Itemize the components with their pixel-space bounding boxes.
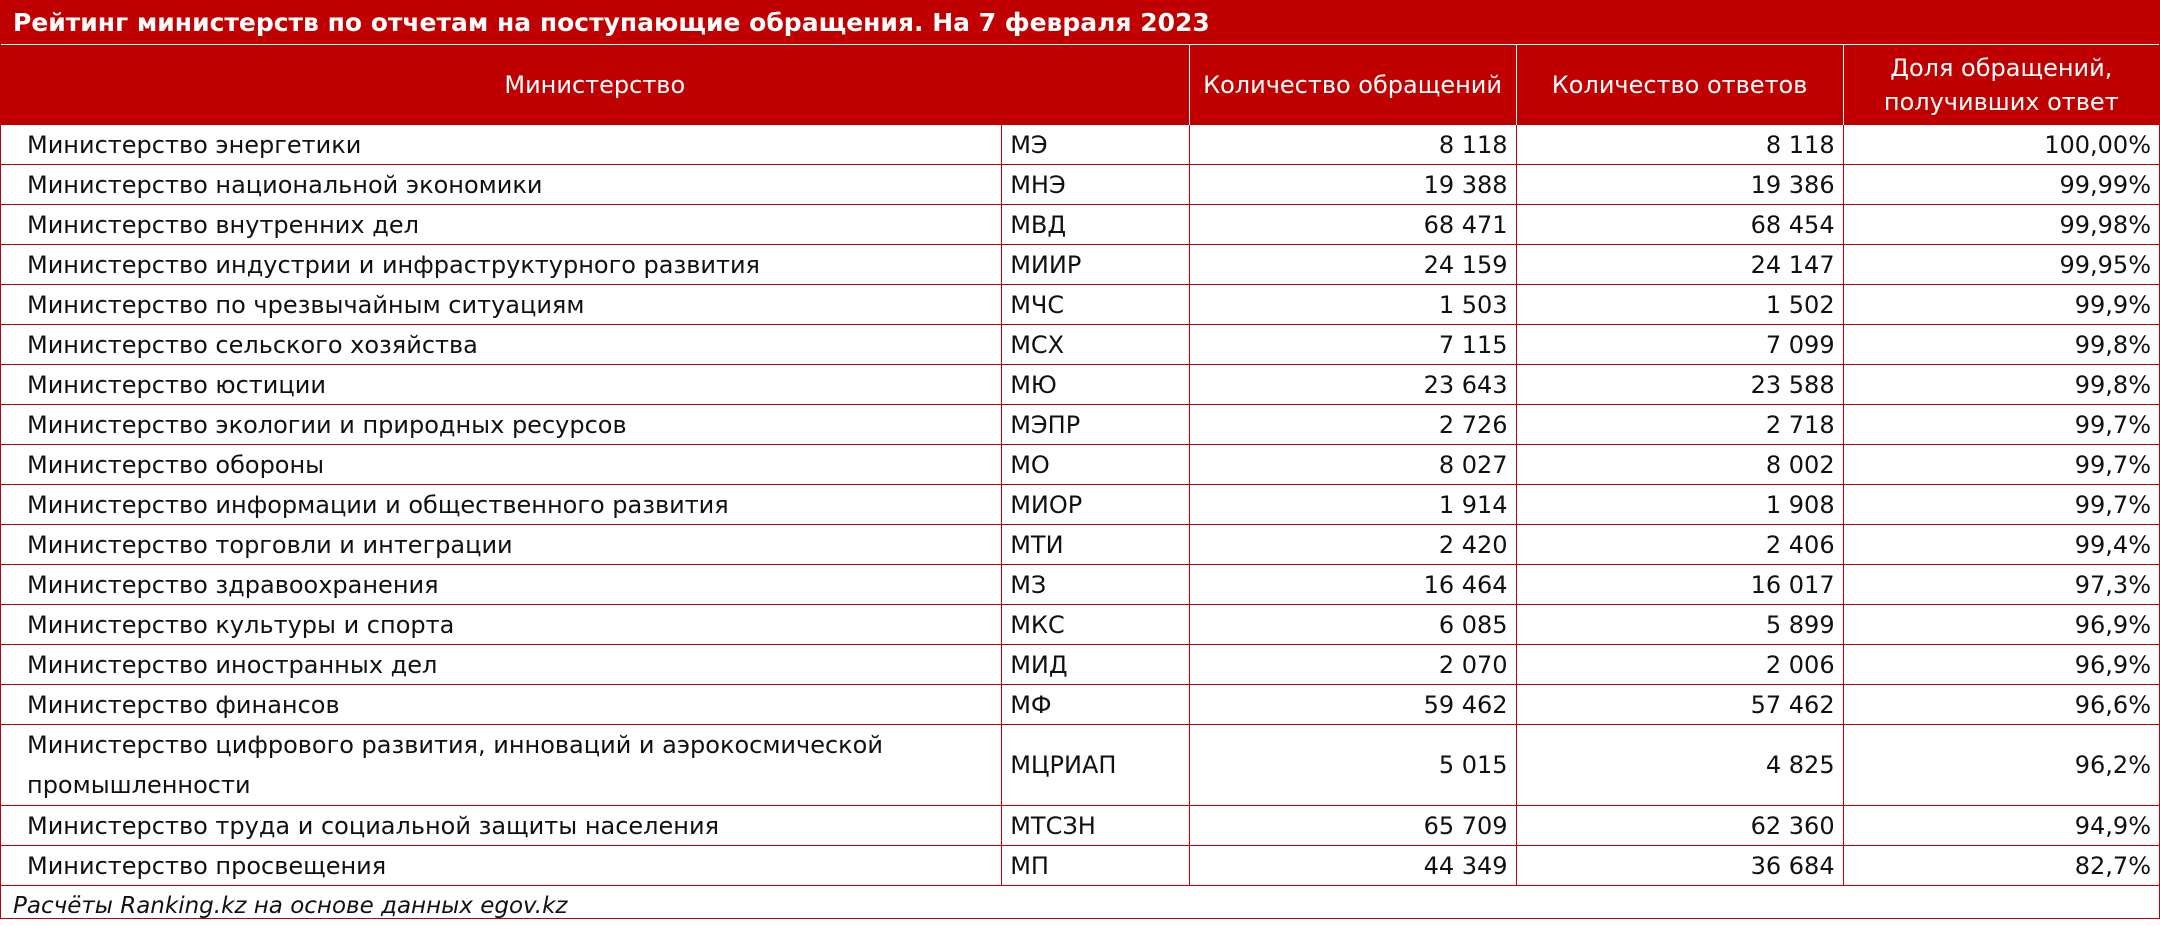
ministry-abbr-cell: МЮ [1002,365,1189,405]
requests-count-cell: 8 027 [1189,445,1516,485]
table-row [1,245,2159,285]
requests-count-cell: 8 118 [1189,125,1516,165]
answer-share-cell: 96,9% [1843,605,2159,645]
header-answers: Количество ответов [1516,45,1843,125]
ministry-name-cell: Министерство информации и общественного развития [1,485,1002,525]
table-row [1,405,2159,445]
answer-share-cell: 99,4% [1843,525,2159,565]
ministry-abbr-cell: МО [1002,445,1189,485]
answer-share-cell: 99,99% [1843,165,2159,205]
answers-count-cell: 7 099 [1516,325,1843,365]
ministry-name-cell: Министерство энергетики [1,125,1002,165]
answers-count-cell: 2 406 [1516,525,1843,565]
requests-count-cell: 2 726 [1189,405,1516,445]
requests-count-cell: 24 159 [1189,245,1516,285]
table-row [1,285,2159,325]
requests-count-cell: 5 015 [1189,725,1516,806]
header-requests: Количество обращений [1189,45,1516,125]
answers-count-cell: 68 454 [1516,205,1843,245]
ministry-name-cell: Министерство здравоохранения [1,565,1002,605]
ministry-name-cell: Министерство юстиции [1,365,1002,405]
answers-count-cell: 24 147 [1516,245,1843,285]
answer-share-cell: 96,6% [1843,685,2159,725]
ministry-abbr-cell: МВД [1002,205,1189,245]
requests-count-cell: 2 070 [1189,645,1516,685]
answer-share-cell: 82,7% [1843,846,2159,886]
ministry-name-cell: Министерство цифрового развития, инноваций и аэрокосмической промышленности [1,725,1002,806]
table-row [1,565,2159,605]
ministry-abbr-cell: МФ [1002,685,1189,725]
ministry-name-cell: Министерство сельского хозяйства [1,325,1002,365]
requests-count-cell: 59 462 [1189,685,1516,725]
answers-count-cell: 2 006 [1516,645,1843,685]
ministry-abbr-cell: МТСЗН [1002,806,1189,846]
ministry-name-cell: Министерство по чрезвычайным ситуациям [1,285,1002,325]
requests-count-cell: 19 388 [1189,165,1516,205]
ministry-name-cell: Министерство торговли и интеграции [1,525,1002,565]
table-row [1,645,2159,685]
table-row [1,685,2159,725]
requests-count-cell: 44 349 [1189,846,1516,886]
table-row [1,325,2159,365]
answers-count-cell: 62 360 [1516,806,1843,846]
ministry-abbr-cell: МЧС [1002,285,1189,325]
answers-count-cell: 57 462 [1516,685,1843,725]
ministry-abbr-cell: МИОР [1002,485,1189,525]
ministry-name-cell: Министерство обороны [1,445,1002,485]
table-header-row [1,45,2159,125]
answers-count-cell: 19 386 [1516,165,1843,205]
table-row [1,125,2159,165]
ministry-name-cell: Министерство экологии и природных ресурсов [1,405,1002,445]
ministry-name-cell: Министерство труда и социальной защиты населения [1,806,1002,846]
source-note: Расчёты Ranking.kz на основе данных egov.kz [13,893,568,919]
answer-share-cell: 99,8% [1843,365,2159,405]
answer-share-cell: 96,9% [1843,645,2159,685]
answers-count-cell: 2 718 [1516,405,1843,445]
table-row [1,445,2159,485]
answers-count-cell: 1 502 [1516,285,1843,325]
answer-share-cell: 96,2% [1843,725,2159,806]
ministry-abbr-cell: МЭ [1002,125,1189,165]
requests-count-cell: 2 420 [1189,525,1516,565]
ministry-abbr-cell: МП [1002,846,1189,886]
answer-share-cell: 99,8% [1843,325,2159,365]
header-ministry: Министерство [1,45,1189,125]
ministry-name-cell: Министерство иностранных дел [1,645,1002,685]
answers-count-cell: 36 684 [1516,846,1843,886]
requests-count-cell: 23 643 [1189,365,1516,405]
table-title: Рейтинг министерств по отчетам на поступающие обращения. На 7 февраля 2023 [1,1,2159,45]
requests-count-cell: 6 085 [1189,605,1516,645]
header-share: Доля обращений, получивших ответ [1843,45,2159,125]
ministry-name-cell: Министерство национальной экономики [1,165,1002,205]
requests-count-cell: 1 503 [1189,285,1516,325]
answers-count-cell: 8 118 [1516,125,1843,165]
ministries-table [1,45,2159,886]
answer-share-cell: 99,95% [1843,245,2159,285]
table-row [1,806,2159,846]
answer-share-cell: 99,98% [1843,205,2159,245]
ministry-abbr-cell: МКС [1002,605,1189,645]
ministry-name-cell: Министерство просвещения [1,846,1002,886]
requests-count-cell: 16 464 [1189,565,1516,605]
ministry-name-cell: Министерство финансов [1,685,1002,725]
requests-count-cell: 1 914 [1189,485,1516,525]
ministry-abbr-cell: МНЭ [1002,165,1189,205]
answer-share-cell: 99,7% [1843,405,2159,445]
ministry-abbr-cell: МЗ [1002,565,1189,605]
requests-count-cell: 65 709 [1189,806,1516,846]
answers-count-cell: 23 588 [1516,365,1843,405]
answer-share-cell: 100,00% [1843,125,2159,165]
table-row [1,846,2159,886]
table-row [1,525,2159,565]
answer-share-cell: 99,7% [1843,445,2159,485]
ministry-abbr-cell: МЦРИАП [1002,725,1189,806]
answer-share-cell: 97,3% [1843,565,2159,605]
answers-count-cell: 4 825 [1516,725,1843,806]
table-row [1,485,2159,525]
ministry-abbr-cell: МИД [1002,645,1189,685]
answers-count-cell: 8 002 [1516,445,1843,485]
ministry-name-cell: Министерство индустрии и инфраструктурного развития [1,245,1002,285]
table-row [1,165,2159,205]
table-row [1,365,2159,405]
answer-share-cell: 99,9% [1843,285,2159,325]
requests-count-cell: 68 471 [1189,205,1516,245]
answer-share-cell: 99,7% [1843,485,2159,525]
answers-count-cell: 1 908 [1516,485,1843,525]
ministry-abbr-cell: МЭПР [1002,405,1189,445]
answers-count-cell: 16 017 [1516,565,1843,605]
table-row [1,725,2159,806]
ministry-abbr-cell: МТИ [1002,525,1189,565]
requests-count-cell: 7 115 [1189,325,1516,365]
answers-count-cell: 5 899 [1516,605,1843,645]
ministry-abbr-cell: МСХ [1002,325,1189,365]
ministry-abbr-cell: МИИР [1002,245,1189,285]
answer-share-cell: 94,9% [1843,806,2159,846]
ministry-name-cell: Министерство культуры и спорта [1,605,1002,645]
ministry-name-cell: Министерство внутренних дел [1,205,1002,245]
table-row [1,605,2159,645]
table-row [1,205,2159,245]
